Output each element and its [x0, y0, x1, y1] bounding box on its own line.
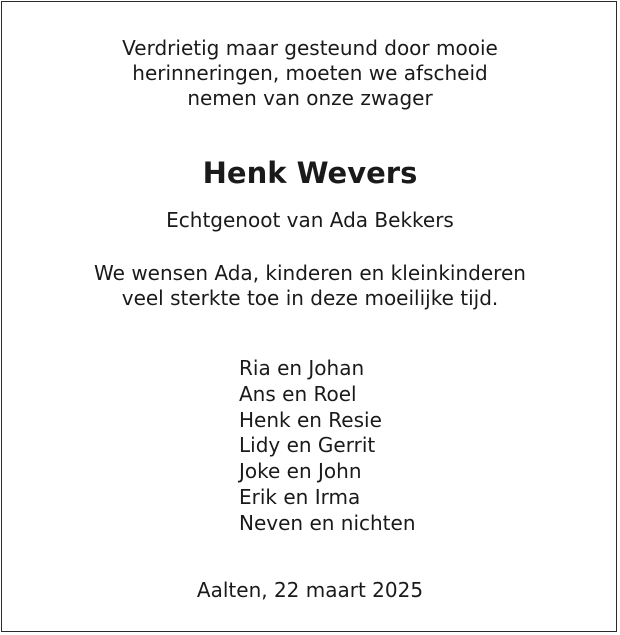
- signatory: Joke en John: [239, 459, 362, 484]
- signatory: Lidy en Gerrit: [239, 433, 376, 458]
- signatories-list: [239, 356, 416, 537]
- place-date: Aalten, 22 maart 2025: [196, 578, 424, 602]
- condolence-text: [0, 261, 620, 311]
- signatory: Ans en Roel: [239, 381, 357, 406]
- condolence-line: veel sterkte toe in deze moeilijke tijd.: [121, 286, 499, 310]
- spouse-line: Echtgenoot van Ada Bekkers: [166, 208, 454, 232]
- intro-line: nemen van onze zwager: [187, 86, 433, 110]
- condolence-line: We wensen Ada, kinderen en kleinkinderen: [94, 261, 526, 285]
- signatory: Neven en nichten: [239, 510, 416, 535]
- deceased-name: Henk Wevers: [202, 156, 418, 190]
- intro-text: [0, 36, 620, 111]
- signatory: Erik en Irma: [239, 484, 361, 509]
- signatory: Ria en Johan: [239, 356, 365, 380]
- intro-line: Verdrietig maar gesteund door mooie: [122, 36, 498, 60]
- signatory: Henk en Resie: [239, 407, 382, 432]
- intro-line: herinneringen, moeten we afscheid: [132, 61, 488, 85]
